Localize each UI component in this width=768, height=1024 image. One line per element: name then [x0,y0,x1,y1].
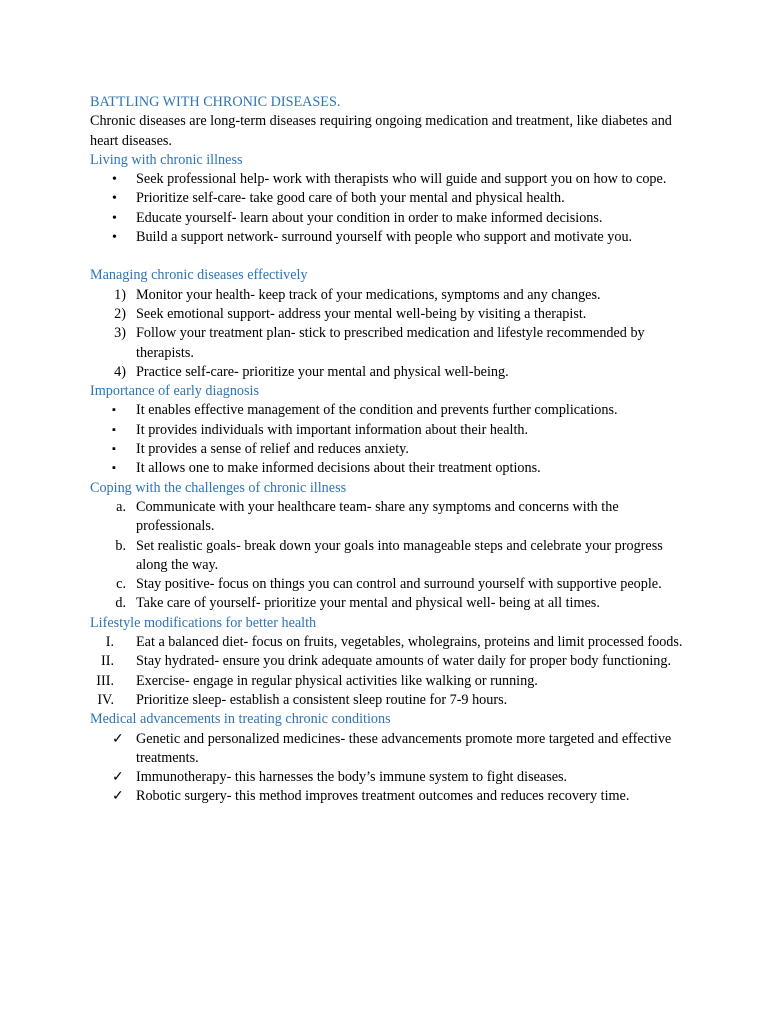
list-item [90,691,690,710]
list-item [90,305,690,324]
list-item-text: Immunotherapy- this harnesses the body’s immune system to fight diseases. [136,769,568,786]
list-item [90,498,690,537]
list-item-text: Build a support network- surround yourself with people who support and motivate you. [136,229,633,246]
list-item [90,672,690,691]
list-item [90,363,690,382]
document-title: BATTLING WITH CHRONIC DISEASES. [90,94,341,110]
intro-paragraph: Chronic diseases are long-term diseases requiring ongoing medication and treatment, like diabetes and heart diseases. [90,113,672,149]
list-item [90,209,690,228]
bullet-icon: • [112,191,117,207]
roman-numeral: III. [96,672,114,689]
living-list [90,170,690,247]
list-item [90,575,690,594]
list-item-text: Stay hydrated- ensure you drink adequate amounts of water daily for proper body functioning. [136,653,672,670]
list-item [90,459,690,478]
list-item [90,324,690,363]
managing-list [90,286,690,382]
list-letter: d. [115,595,126,612]
section-spacer [90,247,690,266]
list-item-text: Practice self-care- prioritize your mental and physical well-being. [136,363,509,380]
list-item [90,768,690,787]
section-heading-living: Living with chronic illness [90,151,243,168]
checkmark-icon: ✓ [112,730,124,747]
square-bullet-icon: ▪ [112,423,116,436]
list-item [90,730,690,769]
section-heading-advancements: Medical advancements in treating chronic conditions [90,711,391,728]
section-heading-lifestyle: Lifestyle modifications for better health [90,614,317,631]
list-item-text: Exercise- engage in regular physical activities like walking or running. [136,672,538,689]
list-item [90,440,690,459]
list-item-text: Prioritize sleep- establish a consistent sleep routine for 7-9 hours. [136,691,508,708]
list-item [90,286,690,305]
list-item-text: Communicate with your healthcare team- share any symptoms and concerns with the professionals. [136,498,619,535]
list-item [90,170,690,189]
lifestyle-list [90,633,690,710]
bullet-icon: • [112,230,117,246]
list-item-text: It enables effective management of the condition and prevents further complications. [136,402,618,419]
list-item-text: Seek emotional support- address your mental well-being by visiting a therapist. [136,305,587,322]
list-number: 4) [114,363,126,380]
list-item [90,594,690,613]
roman-numeral: II. [101,653,114,670]
list-item [90,633,690,652]
list-item-text: Seek professional help- work with therapists who will guide and support you on how to cope. [136,171,667,188]
list-item [90,421,690,440]
list-item-text: Stay positive- focus on things you can control and surround yourself with supportive people. [136,576,662,593]
checkmark-icon: ✓ [112,769,124,786]
list-item-text: Take care of yourself- prioritize your mental and physical well- being at all times. [136,595,600,612]
list-number: 2) [114,305,126,322]
list-item-text: Eat a balanced diet- focus on fruits, vegetables, wholegrains, proteins and limit processed foods. [136,634,683,651]
checkmark-icon: ✓ [112,788,124,805]
list-number: 3) [114,325,126,342]
section-heading-coping: Coping with the challenges of chronic illness [90,479,347,496]
square-bullet-icon: ▪ [112,462,116,475]
section-heading-diagnosis: Importance of early diagnosis [90,383,260,400]
bullet-icon: • [112,172,117,188]
diagnosis-list [90,401,690,478]
list-item-text: It provides a sense of relief and reduces anxiety. [136,441,409,458]
list-item [90,401,690,420]
list-item [90,652,690,671]
list-item-text: Robotic surgery- this method improves treatment outcomes and reduces recovery time. [136,788,630,805]
list-item-text: Monitor your health- keep track of your medications, symptoms and any changes. [136,286,601,303]
roman-numeral: IV. [97,691,114,708]
list-item [90,787,690,806]
list-number: 1) [114,286,126,303]
list-item-text: Genetic and personalized medicines- these advancements promote more targeted and effective treatments. [136,730,672,766]
bullet-icon: • [112,210,117,226]
list-item-text: Set realistic goals- break down your goals into manageable steps and celebrate your progress along the way. [136,537,663,573]
list-item-text: It allows one to make informed decisions about their treatment options. [136,460,541,477]
list-item [90,228,690,247]
coping-list [90,498,690,614]
square-bullet-icon: ▪ [112,443,116,456]
list-item-text: Educate yourself- learn about your condition in order to make informed decisions. [136,209,603,226]
list-letter: c. [116,576,126,593]
list-letter: a. [116,498,126,515]
roman-numeral: I. [105,634,114,651]
square-bullet-icon: ▪ [112,404,116,417]
list-item-text: Follow your treatment plan- stick to prescribed medication and lifestyle recommended by therapists. [136,325,645,361]
advancements-list [90,730,690,807]
document-body [90,93,690,807]
list-item [90,537,690,576]
list-letter: b. [115,537,126,554]
list-item-text: Prioritize self-care- take good care of both your mental and physical health. [136,190,565,207]
list-item-text: It provides individuals with important information about their health. [136,421,529,438]
list-item [90,189,690,208]
section-heading-managing: Managing chronic diseases effectively [90,267,308,284]
